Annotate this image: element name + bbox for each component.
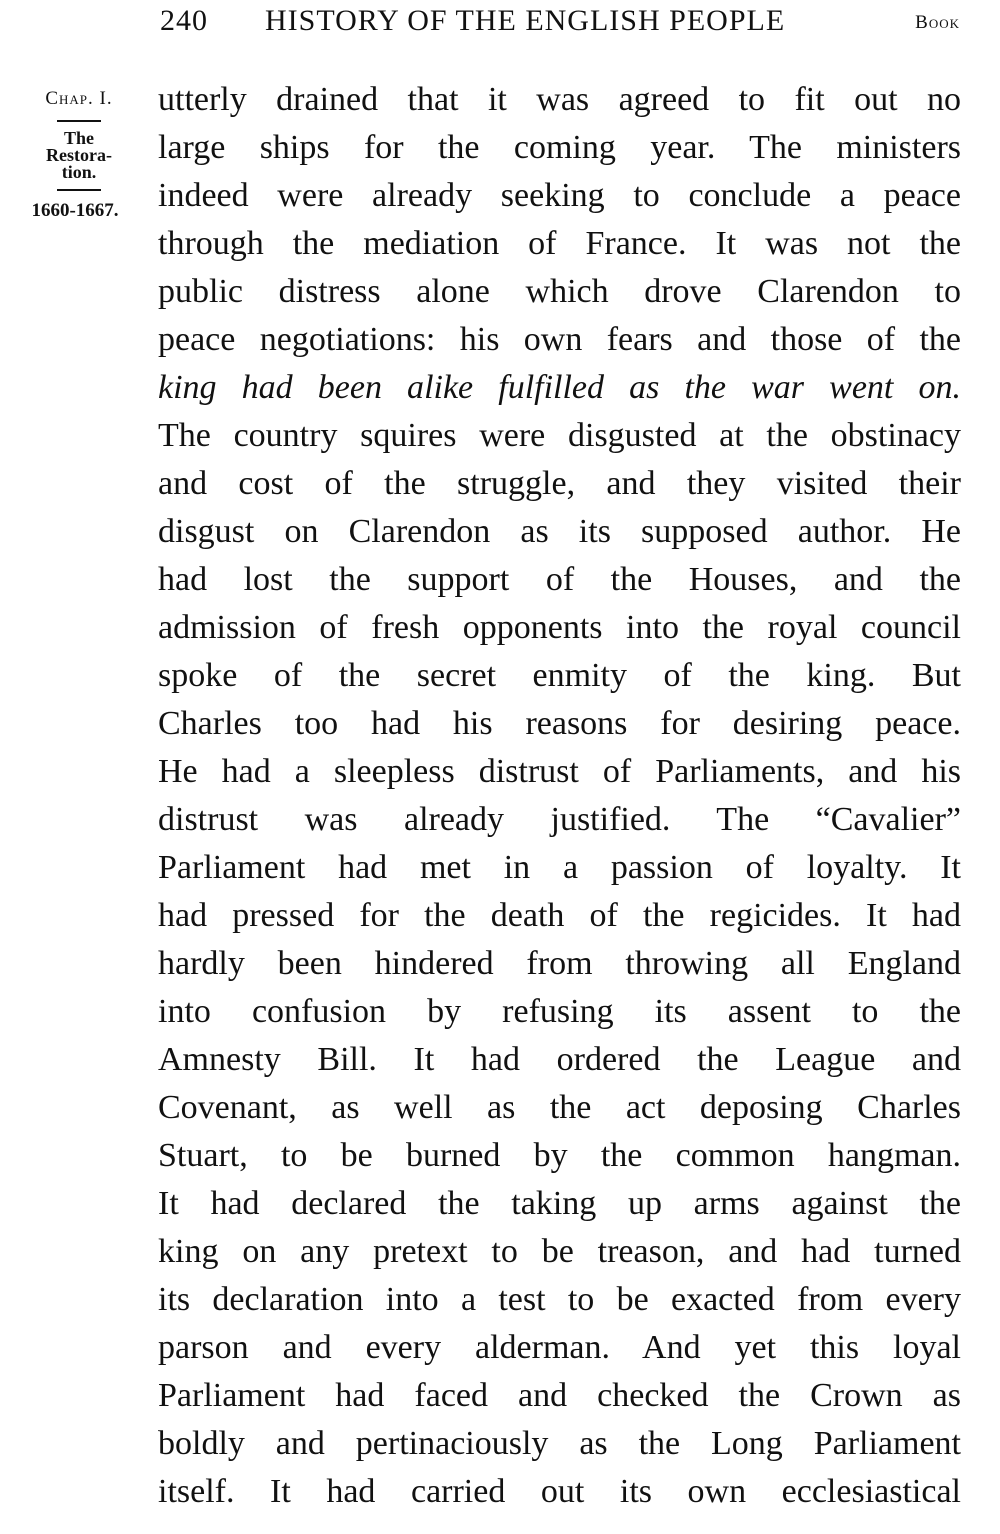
text-line: admission of fresh opponents into the royal council: [158, 609, 961, 646]
text-line: The country squires were disgusted at the obstinacy: [158, 417, 961, 454]
text-line: Amnesty Bill. It had ordered the League and: [158, 1041, 961, 1078]
text-line: itself. It had carried out its own ecclesiastical: [158, 1473, 961, 1510]
margin-notes: [20, 86, 138, 223]
text-line: indeed were already seeking to conclude a peace: [158, 177, 961, 214]
text-line: boldly and pertinaciously as the Long Parliament: [158, 1425, 961, 1462]
text-line: It had declared the taking up arms against the: [158, 1185, 961, 1222]
chapter-label: Chap. I.: [45, 88, 113, 109]
text-line: He had a sleepless distrust of Parliaments, and his: [158, 753, 961, 790]
text-line: distrust was already justified. The “Cavalier”: [158, 801, 961, 838]
section-title-line: tion.: [61, 162, 97, 182]
text-line: public distress alone which drove Clarendon to: [158, 273, 961, 310]
text-line: Parliament had faced and checked the Crown as: [158, 1377, 961, 1414]
text-line: Covenant, as well as the act deposing Charles: [158, 1089, 961, 1126]
text-line: parson and every alderman. And yet this loyal: [158, 1329, 961, 1366]
text-line: its declaration into a test to be exacted from every: [158, 1281, 961, 1318]
text-line: and cost of the struggle, and they visited their: [158, 465, 961, 502]
text-line: had pressed for the death of the regicides. It had: [158, 897, 961, 934]
text-line: into confusion by refusing its assent to the: [158, 993, 961, 1030]
text-line: large ships for the coming year. The ministers: [158, 129, 961, 166]
text-line: disgust on Clarendon as its supposed author. He: [158, 513, 961, 550]
text-line: Charles too had his reasons for desiring peace.: [158, 705, 961, 742]
margin-divider: [57, 189, 101, 191]
text-line: king on any pretext to be treason, and had turned: [158, 1233, 961, 1270]
margin-divider: [57, 120, 101, 122]
text-line: utterly drained that it was agreed to fit out no: [158, 81, 961, 118]
section-title-line: Restora-: [46, 145, 112, 165]
section-title-line: The: [63, 128, 94, 148]
text-line: had lost the support of the Houses, and the: [158, 561, 961, 598]
running-header: [160, 4, 960, 44]
text-line: king had been alike fulfilled as the war went on.: [158, 369, 961, 406]
text-line: spoke of the secret enmity of the king. But: [158, 657, 961, 694]
section-title: [20, 130, 138, 181]
text-line: through the mediation of France. It was not the: [158, 225, 961, 262]
date-range: 1660-1667.: [31, 200, 119, 221]
running-title: HISTORY OF THE ENGLISH PEOPLE: [265, 4, 786, 37]
text-line: Stuart, to be burned by the common hangman.: [158, 1137, 961, 1174]
text-line: peace negotiations: his own fears and those of the: [158, 321, 961, 358]
body-text: [158, 76, 961, 1516]
book-label: Book: [915, 12, 960, 33]
text-line: hardly been hindered from throwing all England: [158, 945, 961, 982]
text-line: Parliament had met in a passion of loyalty. It: [158, 849, 961, 886]
page-number: 240: [160, 4, 208, 37]
